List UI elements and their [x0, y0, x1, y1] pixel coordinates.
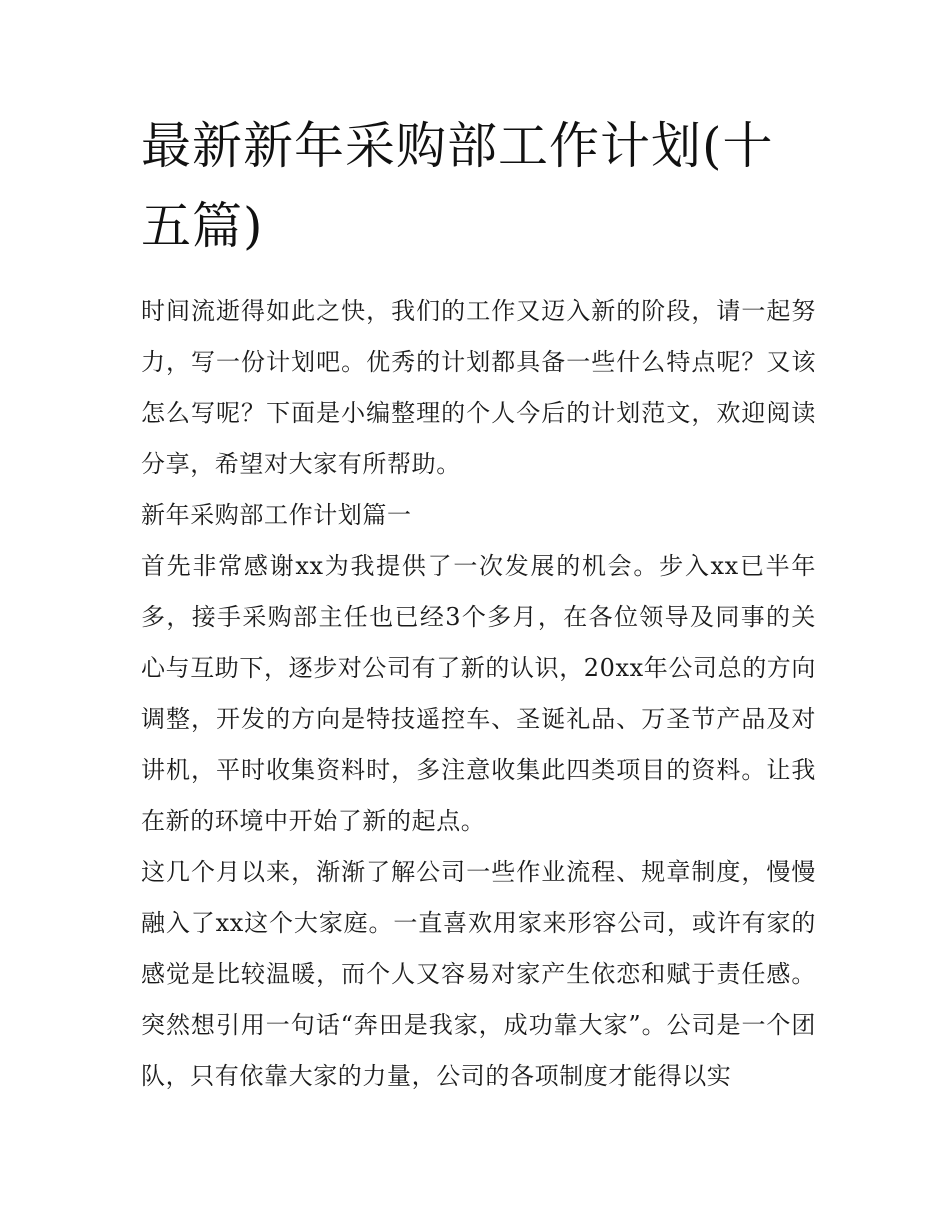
body-paragraph: 首先非常感谢xx为我提供了一次发展的机会。步入xx已半年多，接手采购部主任也已经3个多月，在各位领导及同事的关心与互助下，逐步对公司有了新的认识，20xx年公司总的方向调整，开发的方向是特技遥控车、圣诞礼品、万圣节产品及对讲机，平时收集资料时，多注意收集此四类项目的资料。让我在新的环境中开始了新的起点。 [141, 552, 817, 835]
document-title: 最新新年采购部工作计划(十五篇) [141, 117, 774, 255]
document-body [141, 106, 816, 1102]
intro-paragraph: 时间流逝得如此之快，我们的工作又迈入新的阶段，请一起努力，写一份计划吧。优秀的计划都具备一些什么特点呢？又该怎么写呢？下面是小编整理的个人今后的计划范文，欢迎阅读分享，希望对大家有所帮助。 [141, 297, 816, 478]
section-heading: 新年采购部工作计划篇一 [141, 501, 412, 529]
body-paragraph: 这几个月以来，渐渐了解公司一些作业流程、规章制度，慢慢融入了xx这个大家庭。一直喜欢用家来形容公司，或许有家的感觉是比较温暖，而个人又容易对家产生依恋和赋于责任感。突然想引用一句话“奔田是我家，成功靠大家”。公司是一个团队，只有依靠大家的力量，公司的各项制度才能得以实 [141, 858, 816, 1090]
